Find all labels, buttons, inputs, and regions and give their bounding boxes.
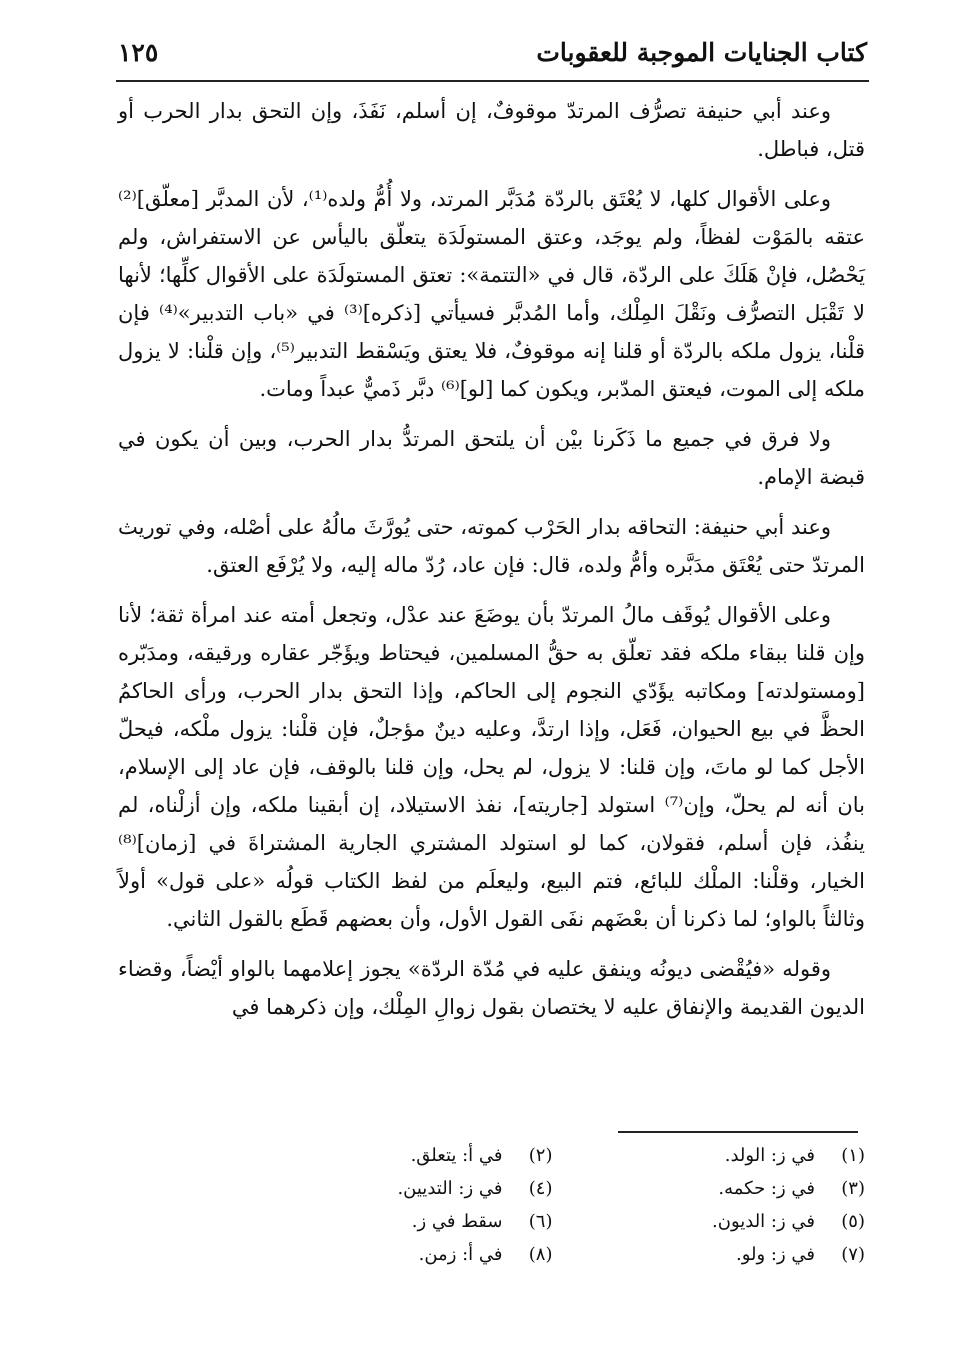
footnote-number: (٣)	[841, 1178, 865, 1199]
footnote	[613, 1140, 866, 1171]
footnote-number: (٤)	[528, 1178, 553, 1199]
footnote-text: في ز: ولو.	[735, 1244, 815, 1265]
footnote-text: في ز: التديين.	[397, 1178, 503, 1199]
footnote-divider	[618, 1131, 858, 1133]
footnote-text: في ز: الولد.	[724, 1145, 815, 1166]
footnote-number: (٥)	[841, 1211, 865, 1232]
footnote-number: (٢)	[528, 1145, 553, 1166]
paragraph: وقوله «فيُقْضى ديونُه وينفق عليه في مُدّة الردّة» يجوز إعلامهما بالواو أيْضاً، وقضاء الديون القديمة والإنفاق عليه لا يختصان بقول زوالِ المِلْك، وإن ذكرهما في	[118, 957, 865, 1019]
paragraph: وعند أبي حنيفة تصرُّف المرتدّ موقوفٌ، إن أسلم، نَفَذَ، وإن التحق بدار الحرب أو قتل، فباطل.	[118, 99, 865, 161]
footnote	[613, 1239, 866, 1270]
footnote-number: (٧)	[841, 1244, 865, 1265]
footnote	[300, 1239, 553, 1270]
page-header	[118, 30, 867, 74]
header-divider	[116, 80, 869, 82]
footnote-text: في أ: زمن.	[418, 1244, 503, 1265]
footnotes	[300, 1140, 865, 1270]
paragraph: وعند أبي حنيفة: التحاقه بدار الحَرْب كموته، حتى يُورَّثَ مالُهُ على أصْله، وفي توريث المرتدّ حتى يُعْتَق مدَبَّره وأمُّ ولده، قال: فإن عاد، رُدّ ماله إليه، ولا يُرْفَع العتق.	[118, 515, 865, 577]
footnote	[300, 1173, 553, 1204]
footnote	[613, 1206, 866, 1237]
footnote	[300, 1140, 553, 1171]
paragraph: وعلى الأقوال يُوقَف مالُ المرتدّ بأن يوضَعَ عند عدْل، وتجعل أمته عند امرأة ثقة؛ لأنا وإن قلنا ببقاء ملكه فقد تعلّق به حقُّ المسلمين، فيحتاط ويؤَجّر عقاره ورقيقه، ومدَبّره [ومستولدته] ومكاتبه يؤَدّي النجوم إلى الحاكم، وإذا التحق بدار الحرب، ورأى الحاكمُ الحظَّ في بيع الحيوان، فَعَل، وإذا ارتدَّ، وعليه دينٌ مؤجلٌ، فإن قلْنا: يزول ملْكه، فيحلّ الأجل كما لو ماتَ، وإن قلنا: لا يزول، لم يحل، وإن قلنا بالوقف، فإن عاد إلى الإسلام، بان أنه لم يحلّ، وإن⁽⁷⁾ استولد [جاريته]، نفذ الاستيلاد، إن أبقينا ملكه، وإن أزلْناه، لم ينفُذ، فإن أسلم، فقولان، كما لو استولد المشتري الجارية المشتراةَ في [زمان]⁽⁸⁾ الخيار، وقلْنا: الملْك للبائع، فتم البيع، وليعلَم من لفظ الكتاب قولُه «على قول» أولاً وثالثاً بالواو؛ لما ذكرنا أن بعْضَهم نفَى القول الأول، وأن بعضهم قَطَع بالقول الثاني.	[118, 603, 865, 931]
footnote	[613, 1173, 866, 1204]
footnote-text: في أ: يتعلق.	[410, 1145, 503, 1166]
page-number: ١٢٥	[118, 37, 159, 67]
footnote-text: في ز: حكمه.	[718, 1178, 815, 1199]
paragraph: ولا فرق في جميع ما ذَكَرنا بيْن أن يلتحق المرتدُّ بدار الحرب، وبين أن يكون في قبضة الإمام.	[118, 427, 865, 489]
main-text	[118, 92, 865, 1038]
footnote-number: (١)	[841, 1145, 865, 1166]
footnote	[300, 1206, 553, 1237]
footnote-text: في ز: الديون.	[712, 1211, 815, 1232]
footnote-number: (٨)	[528, 1244, 553, 1265]
footnote-text: سقط في ز.	[411, 1211, 503, 1232]
footnote-number: (٦)	[528, 1211, 553, 1232]
paragraph: وعلى الأقوال كلها، لا يُعْتَق بالردّة مُدَبَّر المرتد، ولا أُمُّ ولده⁽¹⁾، لأن المدبَّر [معلّق]⁽²⁾ عتقه بالمَوْت لفظاً، ولم يوجَد، وعتق المستولَدَة يتعلّق باليأس عن الاستفراش، ولم يَحْصُل، فإنْ هَلَكَ على الردّة، قال في «التتمة»: تعتق المستولَدَة على الأقوال كلِّها؛ لأنها لا تَقْبَل التصرُّف ونَقْلَ المِلْك، وأما المُدبَّر فسيأتي [ذكره]⁽³⁾ في «باب التدبير»⁽⁴⁾ فإن قلْنا، يزول ملكه بالردّة أو قلنا إنه موقوفٌ، فلا يعتق ويَسْقط التدبير⁽⁵⁾، وإن قلْنا: لا يزول ملكه إلى الموت، فيعتق المدّبر، ويكون كما [لو]⁽⁶⁾ دبَّر ذَميٌّ عبداً ومات.	[118, 187, 865, 401]
book-title: كتاب الجنايات الموجبة للعقوبات	[536, 37, 867, 67]
